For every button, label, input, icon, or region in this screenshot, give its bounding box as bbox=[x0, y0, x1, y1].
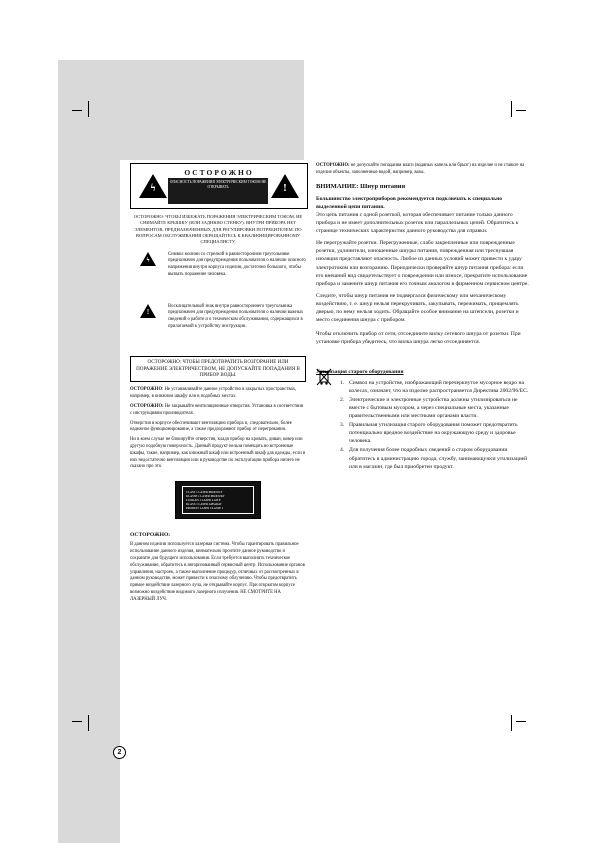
disposal-list bbox=[316, 379, 530, 471]
left-column bbox=[130, 163, 306, 604]
paragraph: ОСТОРОЖНО: Не устанавливайте данное устройство в закрытых пространствах, например, в книжном шкафу или в подобных местах. bbox=[130, 387, 297, 400]
gray-margin-bar bbox=[58, 60, 120, 843]
disposal-section bbox=[316, 368, 530, 470]
list-item: 2. Электрические и электронные устройства должны утилизироваться не вместе с бытовым мусором, а через специальные места, указанные правительственными или местными органами власти. bbox=[340, 396, 518, 420]
page-number: 2 bbox=[113, 746, 126, 759]
right-column bbox=[316, 163, 530, 472]
crossed-bin-icon bbox=[316, 368, 332, 386]
moisture-warning: ОСТОРОЖНО: не допускайте попадания влаги (водяных капель или брызг) на изделие и не ставьте на изделие объекты, заполненные водой, например, вазы. bbox=[316, 163, 525, 175]
crop-mark bbox=[516, 110, 526, 111]
paragraph: Отверстия в корпусе обеспечивают вентиляцию прибора и, следовательно, более надежное функционирование, а также предохраняют прибор от перегревания. bbox=[130, 420, 292, 433]
paragraph: ОСТОРОЖНО: Не закрывайте вентиляционные отверстия. Установка в соответствии с инструкциями производителя. bbox=[130, 403, 304, 416]
laser-heading: ОСТОРОЖНО: bbox=[130, 532, 171, 539]
list-item: 1. Символ на устройстве, изображающий перечеркнутое мусорное ведро на колесах, означает, что на изделие распространяется Директива 2002/96/ЕС. bbox=[340, 379, 529, 394]
crop-mark bbox=[516, 721, 526, 722]
power-cord-bold-text: Большинство электроприборов рекомендуется подключать к специально выделенной цепи питания. bbox=[316, 195, 503, 210]
caution-inner-text: ОПАСНОСТЬ ПОРАЖЕНИЯ ЭЛЕКТРИЧЕСКИМ ТОКОМ НЕ ОТКРЫВАТЬ bbox=[168, 178, 268, 204]
laser-product-label: CLASS 1 LASER PRODUCT KLASSE 1 LASER PRODUKT LUOKAN 1 LASER LAITE KLASS 1 LASER APPARAT PRODUIT LASER CLASSE 1 bbox=[175, 481, 261, 519]
laser-text: В данном изделии используется лазерная система. Чтобы гарантировать правильное использование данного изделия, внимательно прочтите данное руководство и сохраните для будущего использования. Если требуется выполнить техническое обслуживание, обратитесь в авторизованный сервисный центр. Использование органов управления, настроек, а также выполнение процедур, отличных от рассмотренных в данном руководстве, может привести к опасному облучению. Чтобы предотвратить прямое воздействие лазерного луча, не открывайте корпус. При открытом корпусе возможно воздействие видимого лазерного излучения. НЕ СМОТРИТЕ НА ЛАЗЕРНЫЙ ЛУЧ. bbox=[130, 542, 305, 602]
lightning-symbol-row: ϟ Символ молнии со стрелкой в равностороннем треугольнике предназначен для предупреждения пользователя о наличии опасного напряжения внутри корпуса изделия, достаточно большого, чтобы вызвать поражение человека. bbox=[130, 252, 306, 298]
power-cord-heading: ВНИМАНИЕ: Шнур питания bbox=[316, 182, 406, 190]
crop-mark bbox=[72, 721, 82, 722]
list-item: 3. Правильная утилизация старого оборудования поможет предотвратить потенциально вредное воздействие на окружающую среду и здоровье человека. bbox=[340, 422, 518, 445]
exclamation-symbol-row: ! Восклицательный знак внутри равностороннего треугольника предназначен для предупреждения пользователя о наличии важных сведений о работе и о техническом обслуживании, содержащихся в прилагаемой к устройству инструкции. bbox=[130, 304, 306, 350]
power-paragraph: Чтобы отключить прибор от сети, отсоедините вилку сетевого шнура от розетки. При установке прибора убедитесь, что вилка шнура легко отсоединяется. bbox=[316, 331, 521, 346]
caution-warning-text: ОСТОРОЖНО: ЧТОБЫ ИЗБЕЖАТЬ ПОРАЖЕНИЯ ЭЛЕКТРИЧЕСКИМ ТОКОМ, НЕ СНИМАЙТЕ КРЫШКУ (ИЛИ ЗАДНЮЮ СТЕНКУ). ВНУТРИ ПРИБОРА НЕТ ЭЛЕМЕНТОВ, ПРЕДНАЗНАЧЕННЫХ ДЛЯ РЕГУЛИРОВКИ ПОТРЕБИТЕЛЕМ. ПО ВОПРОСАМ ОБСЛУЖИВАНИЯ ОБРАЩАЙТЕСЬ К КВАЛИФИЦИРОВАННОМУ СПЕЦИАЛИСТУ. bbox=[133, 214, 303, 245]
crop-mark bbox=[72, 110, 82, 111]
caution-title: ОСТОРОЖНО bbox=[184, 168, 254, 177]
paragraph: Ни в коем случае не блокируйте отверстия, кладя прибор на кровать, диван, ковер или другую подобную поверхность. Данный продукт нельзя помещать во встроенные шкафы, такие, например, как книжный шкаф или встроенный шкаф для одежды, если в них недостаточно вентиляции или в руководстве по эксплуатации прибора ничего не сказано про это. bbox=[130, 437, 306, 470]
crop-mark bbox=[511, 715, 512, 731]
crop-mark bbox=[511, 101, 512, 117]
power-paragraph: Это цепь питания с одной розеткой, которая обеспечивает питание только данного прибора и не имеет дополнительных розеток или параллельных цепей. Обратитесь к странице технических характеристик данного руководства для справки. bbox=[316, 211, 519, 235]
water-warning-box: ОСТОРОЖНО: ЧТОБЫ ПРЕДОТВРАТИТЬ ВОЗГОРАНИЕ ИЛИ ПОРАЖЕНИЕ ЭЛЕКТРИЧЕСТВОМ, НЕ ДОПУСКАЙТЕ ПОПАДАНИЯ В ПРИБОР ВОДЫ. bbox=[130, 356, 306, 383]
caution-label-box: ϟ ОСТОРОЖНО ОПАСНОСТЬ ПОРАЖЕНИЯ ЭЛЕКТРИЧЕСКИМ ТОКОМ НЕ ОТКРЫВАТЬ ! bbox=[130, 163, 308, 209]
gray-header-band bbox=[58, 60, 304, 160]
power-paragraph: Не перегружайте розетки. Перегруженные, слабо закрепленные или поврежденные розетки, удлинители, изношенные шнуры питания, поврежденная или треснувшая изоляция представляют опасность. Любое из данных условий может привести к удару электротоком или возгоранию. Периодически проверяйте шнур питания прибора: если его внешний вид свидетельствует о повреждении или износе, прекратите использование прибора и замените шнур питания его точным аналогом в фирменном сервисном центре. bbox=[316, 240, 529, 287]
lightning-symbol-description: Символ молнии со стрелкой в равностороннем треугольнике предназначен для предупреждения пользователя о наличии опасного напряжения внутри корпуса изделия, достаточно большого, чтобы вызвать поражение человека. bbox=[168, 251, 306, 278]
disposal-heading: Утилизация старого оборудования bbox=[316, 369, 404, 376]
left-paragraphs bbox=[130, 387, 306, 471]
list-item: 4. Для получения более подробных сведений о старом оборудовании обратитесь в администрацию города, службу, занимающуюся утилизацией или в магазин, где был приобретен продукт. bbox=[340, 447, 528, 470]
crop-mark bbox=[88, 715, 89, 731]
exclamation-symbol-description: Восклицательный знак внутри равностороннего треугольника предназначен для предупреждения пользователя о наличии важных сведений о работе и о техническом обслуживании, содержащихся в прилагаемой к устройству инструкции. bbox=[168, 303, 304, 330]
crop-mark bbox=[88, 101, 89, 117]
power-paragraph: Следите, чтобы шнур питания не подвергался физическому или механическому воздействию, т. е. шнур нельзя перекручивать, закупывать, пережимать, прищемлять дверью, по нему нельзя ходить. Обращайте особое внимание на штепсели, розетки и место соединения шнура с прибором. bbox=[316, 292, 519, 324]
